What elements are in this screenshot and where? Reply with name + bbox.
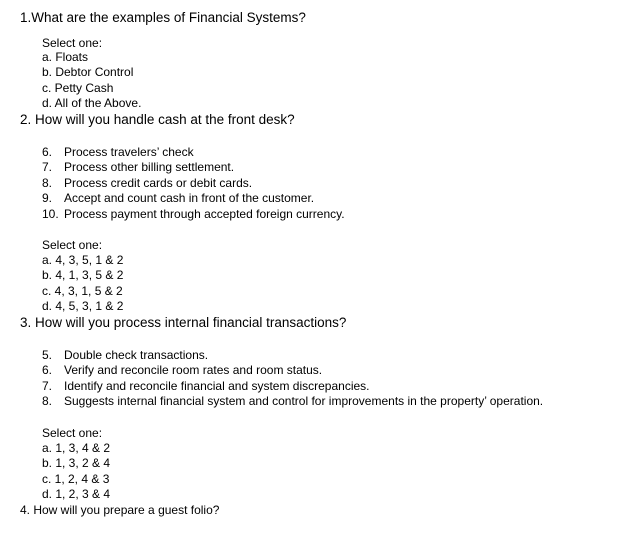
step-text: Double check transactions. xyxy=(64,348,209,362)
list-item xyxy=(42,379,370,393)
select-one-label: Select one: xyxy=(42,426,103,440)
step-text: Suggests internal financial system and control for improvements in the property’ operation. xyxy=(64,394,544,408)
step-number: 5. xyxy=(42,348,53,362)
list-item xyxy=(42,160,234,174)
step-number: 7. xyxy=(42,379,53,393)
step-number: 9. xyxy=(42,191,53,205)
step-number: 7. xyxy=(42,160,53,174)
list-item xyxy=(42,191,314,205)
step-text: Process travelers’ check xyxy=(64,145,194,159)
step-text: Accept and count cash in front of the customer. xyxy=(64,191,315,205)
step-number: 6. xyxy=(42,363,53,377)
step-text: Verify and reconcile room rates and room status. xyxy=(64,363,323,377)
option-a[interactable]: a. 1, 3, 4 & 2 xyxy=(42,441,111,455)
step-text: Identify and reconcile financial and system discrepancies. xyxy=(64,379,370,393)
option-d[interactable]: d. 4, 5, 3, 1 & 2 xyxy=(42,299,124,313)
list-item xyxy=(42,176,252,190)
step-number: 10. xyxy=(42,207,59,221)
option-b[interactable]: b. Debtor Control xyxy=(42,65,134,79)
question-1-title: 1.What are the examples of Financial Systems? xyxy=(20,10,306,25)
list-item xyxy=(42,394,543,408)
option-a[interactable]: a. Floats xyxy=(42,50,89,64)
option-b[interactable]: b. 1, 3, 2 & 4 xyxy=(42,456,111,470)
option-c[interactable]: c. Petty Cash xyxy=(42,81,114,95)
question-3-title: 3. How will you process internal financial transactions? xyxy=(20,315,347,330)
select-one-label: Select one: xyxy=(42,36,103,50)
option-d[interactable]: d. All of the Above. xyxy=(42,96,142,110)
step-number: 8. xyxy=(42,394,53,408)
list-item xyxy=(42,363,322,377)
step-number: 6. xyxy=(42,145,53,159)
list-item xyxy=(42,145,194,159)
question-4-title: 4. How will you prepare a guest folio? xyxy=(20,503,220,517)
question-2-title: 2. How will you handle cash at the front desk? xyxy=(20,112,295,127)
step-text: Process credit cards or debit cards. xyxy=(64,176,253,190)
step-text: Process payment through accepted foreign currency. xyxy=(64,207,345,221)
option-d[interactable]: d. 1, 2, 3 & 4 xyxy=(42,487,111,501)
list-item xyxy=(42,348,208,362)
step-text: Process other billing settlement. xyxy=(64,160,235,174)
option-c[interactable]: c. 4, 3, 1, 5 & 2 xyxy=(42,284,123,298)
step-number: 8. xyxy=(42,176,53,190)
list-item xyxy=(42,207,345,221)
option-c[interactable]: c. 1, 2, 4 & 3 xyxy=(42,472,110,486)
option-a[interactable]: a. 4, 3, 5, 1 & 2 xyxy=(42,253,124,267)
select-one-label: Select one: xyxy=(42,238,103,252)
option-b[interactable]: b. 4, 1, 3, 5 & 2 xyxy=(42,268,124,282)
